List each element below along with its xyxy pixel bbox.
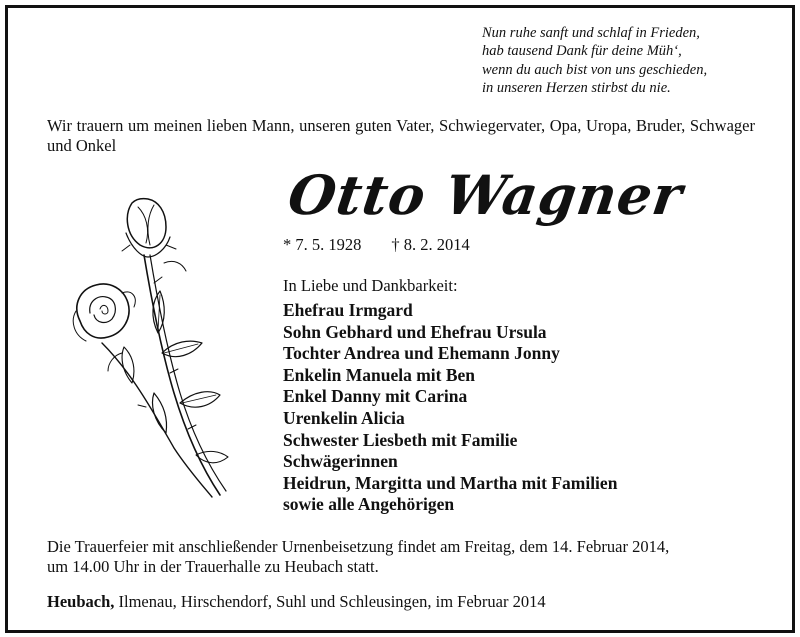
life-dates <box>283 235 470 255</box>
intro-text: Wir trauern um meinen lieben Mann, unseren guten Vater, Schwiegervater, Opa, Uropa, Bruder, Schwager und Onkel <box>47 116 755 155</box>
mourner-entry: Schwester Liesbeth mit Familie <box>283 429 518 450</box>
poem-line: hab tausend Dank für deine Müh‘, <box>482 43 682 60</box>
poem-line: wenn du auch bist von uns geschieden, <box>482 61 708 78</box>
mourner-entry: Urenkelin Alicia <box>283 407 405 428</box>
rose-illustration <box>62 193 242 503</box>
place-rest: Ilmenau, Hirschendorf, Suhl und Schleusingen, im Februar 2014 <box>114 592 546 611</box>
place-and-date <box>47 592 546 612</box>
poem <box>482 24 707 98</box>
place-town: Heubach, <box>47 592 115 611</box>
mourner-entry: Sohn Gebhard und Ehefrau Ursula <box>283 321 547 342</box>
death-date: † 8. 2. 2014 <box>391 235 470 254</box>
mourner-entry: Ehefrau Irmgard <box>283 300 413 320</box>
birth-date: * 7. 5. 1928 <box>283 235 362 254</box>
poem-line: Nun ruhe sanft und schlaf in Frieden, <box>482 25 700 41</box>
poem-line: in unseren Herzen stirbst du nie. <box>482 80 671 97</box>
service-line: um 14.00 Uhr in der Trauerhalle zu Heubach statt. <box>47 557 379 576</box>
mourners-heading: In Liebe und Dankbarkeit: <box>283 276 458 295</box>
deceased-name: Otto Wagner <box>284 163 687 227</box>
mourner-entry: Enkelin Manuela mit Ben <box>283 364 476 385</box>
mourner-entry: Tochter Andrea und Ehemann Jonny <box>283 343 560 364</box>
mourners-list <box>283 300 617 516</box>
mourner-entry: Schwägerinnen <box>283 451 398 472</box>
mourner-entry: Enkel Danny mit Carina <box>283 386 468 407</box>
service-line: Die Trauerfeier mit anschließender Urnenbeisetzung findet am Freitag, dem 14. Februar 2014, <box>47 537 670 556</box>
service-info <box>47 537 669 577</box>
mourner-entry: Heidrun, Margitta und Martha mit Familien <box>283 472 618 493</box>
mourner-entry: sowie alle Angehörigen <box>283 494 455 515</box>
